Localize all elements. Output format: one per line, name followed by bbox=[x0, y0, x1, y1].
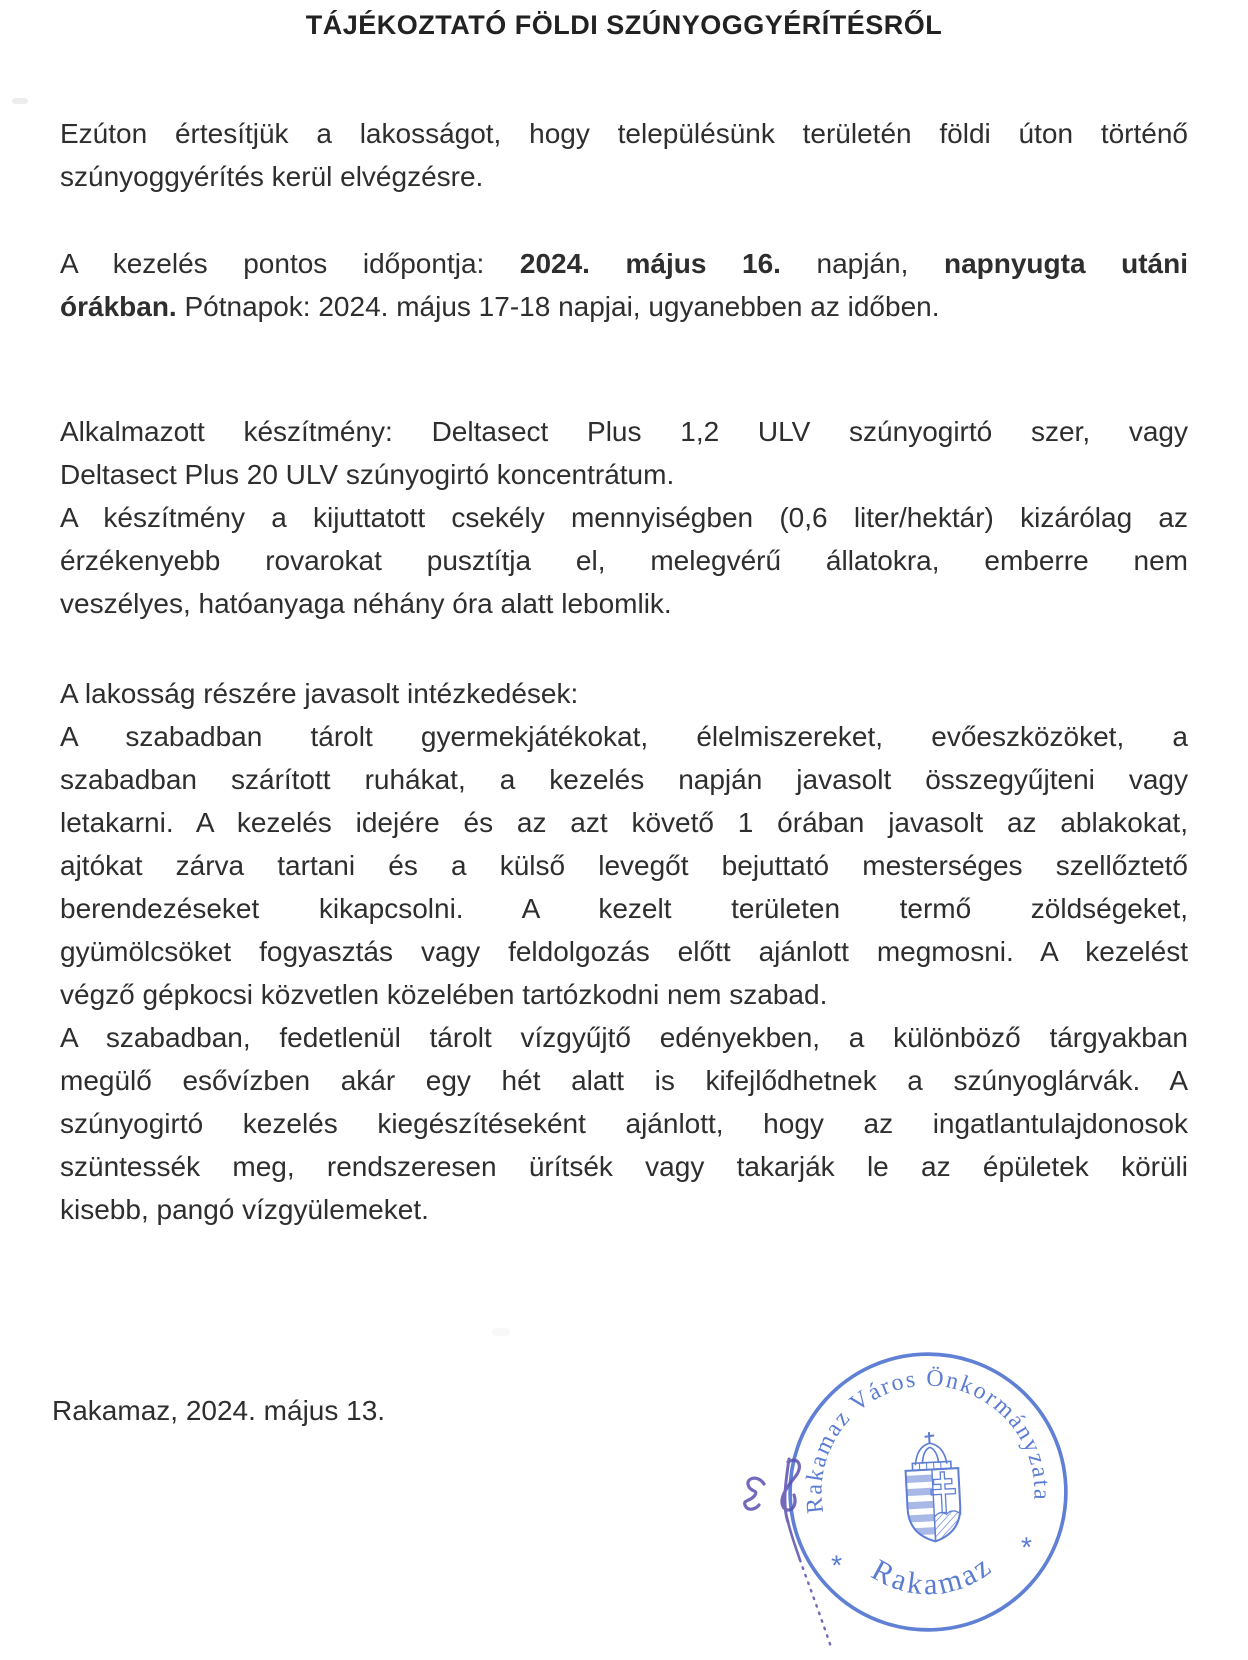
stamp-bottom-text: Rakamaz bbox=[866, 1547, 999, 1602]
stamp-star-right: * bbox=[1020, 1531, 1034, 1565]
measures-heading: A lakosság részére javasolt intézkedések: bbox=[60, 678, 579, 709]
text-line: veszélyes, hatóanyaga néhány óra alatt lebomlik. bbox=[60, 588, 672, 619]
text-line: ajtókat zárva tartani és a külső levegőt bejuttató mesterséges szellőztető bbox=[60, 850, 1188, 881]
paragraph-product bbox=[60, 410, 1188, 625]
text-line: berendezéseket kikapcsolni. A kezelt területen termő zöldségeket, bbox=[60, 893, 1188, 924]
text-line: kisebb, pangó vízgyülemeket. bbox=[60, 1194, 429, 1225]
time-highlight: napnyugta utáni bbox=[943, 248, 1188, 279]
text-line: szúnyoggyérítés kerül elvégzésre. bbox=[60, 161, 484, 192]
place-date-line: Rakamaz, 2024. május 13. bbox=[52, 1395, 386, 1426]
text-line: megülő esővízben akár egy hét alatt is kifejlődhetnek a szúnyoglárvák. A bbox=[60, 1065, 1188, 1096]
stamp-star-left: * bbox=[830, 1549, 844, 1583]
text-line: Ezúton értesítjük a lakosságot, hogy településünk területén földi úton történő bbox=[60, 118, 1188, 149]
text-line: Alkalmazott készítmény: Deltasect Plus 1,2 ULV szúnyogirtó szer, vagy bbox=[60, 416, 1188, 447]
text-line: A készítmény a kijuttatott csekély mennyiségben (0,6 liter/hektár) kizárólag az bbox=[60, 502, 1188, 533]
text-line: végző gépkocsi közvetlen közelében tartózkodni nem szabad. bbox=[60, 979, 828, 1010]
text-line: A szabadban, fedetlenül tárolt vízgyűjtő edényekben, a különböző tárgyakban bbox=[60, 1022, 1188, 1053]
coat-of-arms bbox=[904, 1431, 962, 1543]
text-line: letakarni. A kezelés idejére és az azt követő 1 órában javasolt az ablakokat, bbox=[60, 807, 1188, 838]
text-line: Deltasect Plus 20 ULV szúnyogirtó koncentrátum. bbox=[60, 459, 675, 490]
scan-smudge bbox=[12, 98, 28, 104]
text-line: szüntessék meg, rendszeresen ürítsék vagy takarják le az épületek körüli bbox=[60, 1151, 1188, 1182]
time-highlight: órákban. bbox=[60, 291, 177, 322]
stamp-ring-text: Rakamaz Város Önkormányzata bbox=[801, 1365, 1055, 1515]
text-segment: napján, bbox=[780, 248, 944, 279]
text-line: A szabadban tárolt gyermekjátékokat, élelmiszereket, evőeszközöket, a bbox=[60, 721, 1188, 752]
scan-smudge bbox=[492, 1328, 510, 1336]
signature bbox=[718, 1448, 863, 1660]
text-segment: Pótnapok: 2024. május 17-18 napjai, ugyanebben az időben. bbox=[176, 291, 940, 322]
date-highlight: 2024. május 16. bbox=[519, 248, 781, 279]
paragraph-measures bbox=[60, 672, 1188, 1231]
text-line bbox=[60, 242, 1188, 285]
text-line: érzékenyebb rovarokat pusztítja el, melegvérű állatokra, emberre nem bbox=[60, 545, 1188, 576]
paragraph-intro bbox=[60, 112, 1188, 198]
text-line: szúnyogirtó kezelés kiegészítéseként ajánlott, hogy az ingatlantulajdonosok bbox=[60, 1108, 1188, 1139]
text-line: szabadban szárított ruhákat, a kezelés napján javasolt összegyűjteni vagy bbox=[60, 764, 1188, 795]
text-line bbox=[60, 285, 1188, 328]
text-line: gyümölcsöket fogyasztás vagy feldolgozás előtt ajánlott megmosni. A kezelést bbox=[60, 936, 1188, 967]
text-segment: A kezelés pontos időpontja: bbox=[60, 248, 520, 279]
paragraph-schedule bbox=[60, 242, 1188, 328]
document-title: TÁJÉKOZTATÓ FÖLDI SZÚNYOGGYÉRÍTÉSRŐL bbox=[305, 10, 943, 40]
